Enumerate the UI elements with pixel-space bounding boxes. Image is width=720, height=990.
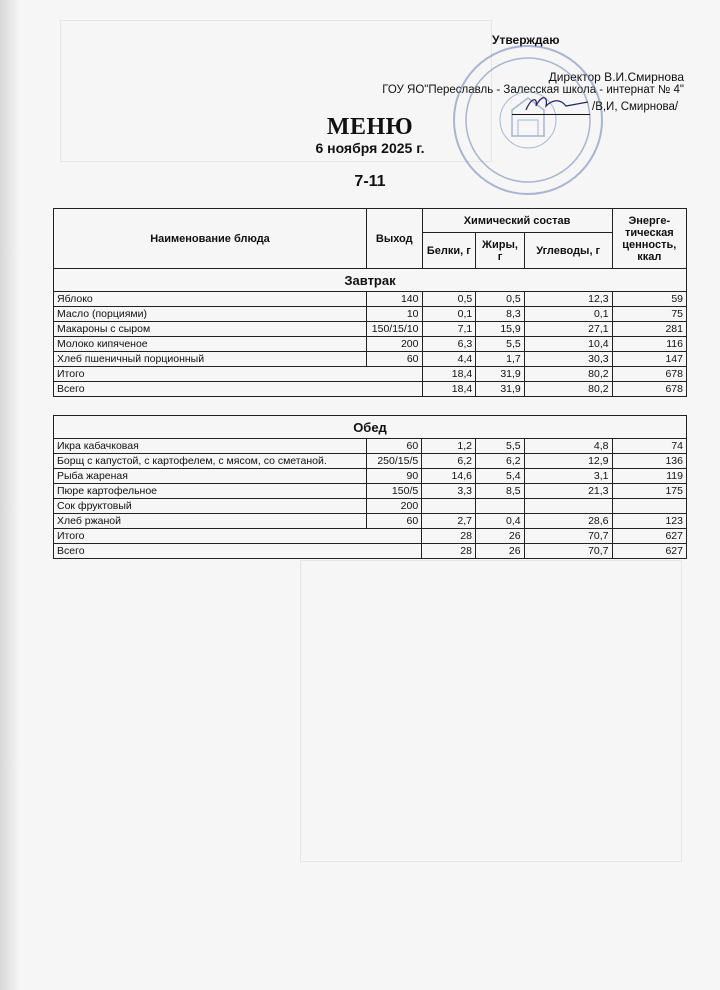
dish-protein: 3,3 — [422, 484, 476, 499]
dish-fat: 15,9 — [476, 322, 525, 337]
subtotal-fat: 31,9 — [476, 367, 525, 382]
dish-output: 250/15/5 — [367, 454, 422, 469]
total-fat: 26 — [475, 544, 524, 559]
dish-energy: 136 — [612, 454, 687, 469]
director-line: Директор В.И.Смирнова — [548, 70, 684, 84]
section-breakfast: Завтрак — [54, 269, 687, 292]
dish-carbs: 12,3 — [524, 292, 612, 307]
signature-name: /В,И, Смирнова/ — [592, 101, 679, 113]
dish-output: 60 — [367, 352, 422, 367]
table-row — [54, 454, 687, 469]
total-energy: 627 — [612, 544, 687, 559]
dish-energy: 123 — [612, 514, 687, 529]
total-label: Всего — [54, 382, 423, 397]
dish-name: Макароны с сыром — [54, 322, 367, 337]
dish-energy: 59 — [612, 292, 686, 307]
dish-name: Икра кабачковая — [54, 439, 367, 454]
dish-carbs: 10,4 — [524, 337, 612, 352]
grade-range: 7-11 — [354, 173, 386, 190]
menu-date: 6 ноября 2025 г. — [315, 140, 425, 156]
dish-name: Хлеб пшеничный порционный — [54, 352, 367, 367]
dish-carbs: 21,3 — [524, 484, 612, 499]
dish-name: Пюре картофельное — [54, 484, 367, 499]
table-row — [54, 307, 687, 322]
dish-protein: 1,2 — [422, 439, 476, 454]
lunch-table — [53, 415, 687, 559]
dish-energy: 74 — [612, 439, 687, 454]
table-row — [54, 337, 687, 352]
approval-heading: Утверждаю — [492, 33, 560, 47]
dish-protein: 6,2 — [422, 454, 476, 469]
dish-protein: 0,1 — [422, 307, 476, 322]
dish-energy: 175 — [612, 484, 687, 499]
dish-energy — [612, 499, 687, 514]
dish-fat: 6,2 — [475, 454, 524, 469]
dish-fat: 5,4 — [475, 469, 524, 484]
dish-output: 150/15/10 — [367, 322, 422, 337]
menu-title: МЕНЮ — [326, 114, 414, 140]
dish-protein: 0,5 — [422, 292, 476, 307]
dish-output: 60 — [367, 514, 422, 529]
dish-fat: 8,5 — [475, 484, 524, 499]
header-energy: Энерге-тическая ценность, ккал — [612, 209, 686, 269]
dish-protein: 14,6 — [422, 469, 476, 484]
table-row — [54, 292, 687, 307]
dish-fat — [475, 499, 524, 514]
subtotal-label: Итого — [54, 367, 423, 382]
dish-fat: 1,7 — [476, 352, 525, 367]
header-chemical: Химический состав — [422, 209, 612, 233]
dish-name: Яблоко — [54, 292, 367, 307]
dish-output: 140 — [367, 292, 422, 307]
dish-energy: 75 — [612, 307, 686, 322]
dish-carbs: 12,9 — [524, 454, 612, 469]
dish-name: Борщ с капустой, с картофелем, с мясом, со сметаной. — [54, 454, 367, 469]
dish-name: Рыба жареная — [54, 469, 367, 484]
dish-output: 200 — [367, 337, 422, 352]
table-row — [54, 514, 687, 529]
subtotal-carbs: 80,2 — [524, 367, 612, 382]
dish-output: 10 — [367, 307, 422, 322]
total-carbs: 70,7 — [524, 544, 612, 559]
section-lunch: Обед — [54, 416, 687, 439]
table-row — [54, 499, 687, 514]
dish-output: 90 — [367, 469, 422, 484]
dish-output: 60 — [367, 439, 422, 454]
table-row — [54, 439, 687, 454]
subtotal-row — [54, 367, 687, 382]
dish-name: Молоко кипяченое — [54, 337, 367, 352]
header-fat: Жиры, г — [476, 233, 525, 269]
header-dish-name: Наименование блюда — [54, 209, 367, 269]
dish-output: 150/5 — [367, 484, 422, 499]
header-protein: Белки, г — [422, 233, 476, 269]
header-output: Выход — [367, 209, 422, 269]
table-row — [54, 322, 687, 337]
total-energy: 678 — [612, 382, 686, 397]
table-row — [54, 469, 687, 484]
subtotal-carbs: 70,7 — [524, 529, 612, 544]
dish-protein — [422, 499, 476, 514]
dish-protein: 7,1 — [422, 322, 476, 337]
dish-fat: 5,5 — [475, 439, 524, 454]
subtotal-label: Итого — [54, 529, 422, 544]
dish-carbs: 27,1 — [524, 322, 612, 337]
subtotal-protein: 18,4 — [422, 367, 476, 382]
table-row — [54, 484, 687, 499]
dish-carbs: 4,8 — [524, 439, 612, 454]
dish-name: Хлеб ржаной — [54, 514, 367, 529]
dish-fat: 8,3 — [476, 307, 525, 322]
dish-carbs — [524, 499, 612, 514]
total-carbs: 80,2 — [524, 382, 612, 397]
dish-name: Сок фруктовый — [54, 499, 367, 514]
total-protein: 28 — [422, 544, 476, 559]
subtotal-energy: 627 — [612, 529, 687, 544]
dish-energy: 147 — [612, 352, 686, 367]
dish-energy: 116 — [612, 337, 686, 352]
bleed-through-grid — [300, 560, 682, 862]
dish-output: 200 — [367, 499, 422, 514]
header-carbs: Углеводы, г — [524, 233, 612, 269]
dish-protein: 2,7 — [422, 514, 476, 529]
dish-protein: 4,4 — [422, 352, 476, 367]
total-label: Всего — [54, 544, 422, 559]
table-row — [54, 352, 687, 367]
dish-fat: 5,5 — [476, 337, 525, 352]
subtotal-fat: 26 — [475, 529, 524, 544]
dish-carbs: 3,1 — [524, 469, 612, 484]
dish-energy: 119 — [612, 469, 687, 484]
total-fat: 31,9 — [476, 382, 525, 397]
subtotal-energy: 678 — [612, 367, 686, 382]
breakfast-table — [53, 208, 687, 397]
dish-carbs: 0,1 — [524, 307, 612, 322]
dish-name: Масло (порциями) — [54, 307, 367, 322]
subtotal-row — [54, 529, 687, 544]
school-name: ГОУ ЯО"Переславль - Залесская школа - интернат № 4" — [382, 84, 684, 96]
dish-protein: 6,3 — [422, 337, 476, 352]
total-row — [54, 382, 687, 397]
dish-fat: 0,4 — [475, 514, 524, 529]
subtotal-protein: 28 — [422, 529, 476, 544]
total-row — [54, 544, 687, 559]
dish-carbs: 30,3 — [524, 352, 612, 367]
dish-carbs: 28,6 — [524, 514, 612, 529]
total-protein: 18,4 — [422, 382, 476, 397]
dish-energy: 281 — [612, 322, 686, 337]
dish-fat: 0,5 — [476, 292, 525, 307]
